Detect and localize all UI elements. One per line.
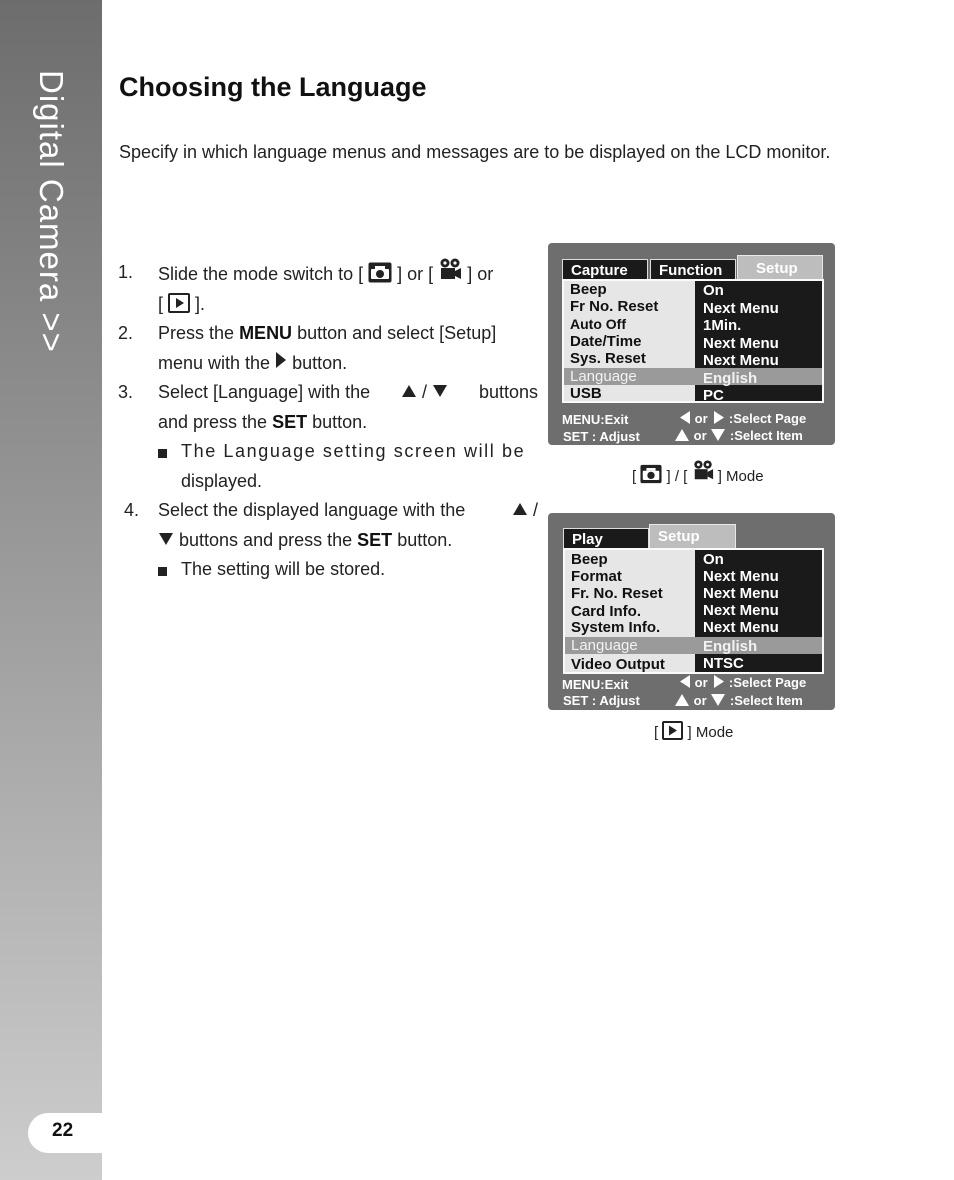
menu-button-label: MENU [239,323,293,343]
caption-text: ] Mode [717,468,764,485]
step-text: and press the [158,411,268,432]
tab-setup: Setup [737,255,823,280]
menu-value: Next Menu [703,585,779,602]
menu-item-language[interactable]: Language [571,637,638,654]
step-text: button. [312,411,368,432]
step-number: 3. [118,382,134,402]
lcd-setup-menu-capture-mode [548,243,835,445]
footer-set-adjust: SET : Adjust [563,693,640,708]
menu-item-date-time: Date/Time [570,333,642,350]
menu-item-usb: USB [570,385,602,402]
footer-or: or [693,693,707,708]
menu-value: NTSC [703,655,744,672]
lcd-setup-menu-play-mode [548,513,835,710]
camera-icon [368,262,392,283]
menu-value: On [703,551,724,568]
play-mode-icon [662,721,683,740]
tab-play: Play [563,528,649,550]
menu-item-language[interactable]: Language [570,368,637,385]
step-text: Select [Language] with the [158,382,371,402]
menu-value-selected[interactable]: English [703,370,758,387]
up-arrow-icon [674,694,690,706]
separator: / [532,500,538,520]
step-4 [118,496,538,555]
down-arrow-icon [158,532,174,546]
page-title: Choosing the Language [119,72,427,102]
up-arrow-icon [674,429,690,441]
menu-value: On [703,282,724,299]
up-arrow-icon [512,502,528,516]
set-button-label: SET [272,411,308,432]
right-arrow-icon [711,675,725,688]
menu-value: Next Menu [703,602,779,619]
step-text: buttons and press the [179,529,353,550]
up-arrow-icon [401,384,417,398]
step-number: 4. [124,500,140,520]
step-text: Select the displayed language with the [158,500,466,520]
menu-item-card-info: Card Info. [571,603,641,620]
footer-page-label: :Select Page [728,675,807,690]
menu-item-fr-no-reset: Fr No. Reset [570,298,659,315]
tab-capture: Capture [562,259,648,281]
menu-item-format: Format [571,568,622,585]
footer-or: or [694,675,708,690]
menu-value: PC [703,387,724,404]
caption-text: [ [654,724,659,741]
menu-value-selected[interactable]: English [703,638,758,655]
footer-select-item [674,693,803,708]
tab-setup: Setup [649,524,736,549]
play-mode-icon [168,293,190,313]
footer-select-page [679,675,806,690]
step-text: Slide the mode switch to [ [158,264,364,284]
menu-item-video-output: Video Output [571,656,665,673]
menu-item-beep: Beep [571,551,608,568]
step-1 [118,258,538,319]
left-arrow-icon [679,411,691,424]
menu-value: Next Menu [703,619,779,636]
step-text: menu with the [158,352,271,373]
right-arrow-icon [711,411,725,424]
section-title-vertical: Digital Camera >> [33,70,70,353]
caption-screen-1 [632,459,764,485]
menu-item-fr-no-reset: Fr. No. Reset [571,585,663,602]
menu-item-sys-reset: Sys. Reset [570,350,646,367]
menu-value: 1Min. [703,317,742,334]
movie-camera-icon [692,459,714,483]
note-text: The Language setting screen will be [181,441,526,461]
step-text: buttons [478,382,538,402]
steps-list [118,258,538,585]
step-3-note [118,437,538,496]
bullet-square-icon [158,449,167,458]
step-3 [118,378,538,437]
menu-panel [563,548,824,674]
step-text: [ [158,293,164,314]
caption-text: ] Mode [687,724,734,741]
footer-item-label: :Select Item [729,428,803,443]
movie-camera-icon [438,258,462,282]
tab-function: Function [650,259,736,281]
note-text: The setting will be stored. [181,559,386,579]
footer-item-label: :Select Item [729,693,803,708]
step-text: ]. [195,293,206,314]
step-4-note [118,555,538,585]
step-text: ] or [ [397,264,434,284]
footer-or: or [694,411,708,426]
step-text: button. [292,352,348,373]
down-arrow-icon [710,429,726,441]
menu-item-system-info: System Info. [571,619,661,636]
footer-select-page [679,411,806,426]
menu-item-auto-off: Auto Off [570,316,626,332]
note-text: displayed. [181,470,263,491]
step-2 [118,319,538,378]
down-arrow-icon [710,694,726,706]
separator: / [422,382,428,402]
step-text: ] or [467,264,494,284]
caption-screen-2 [654,721,733,741]
menu-value: Next Menu [703,352,779,369]
menu-panel [562,279,824,403]
footer-or: or [693,428,707,443]
footer-set-adjust: SET : Adjust [563,429,640,444]
down-arrow-icon [432,384,448,398]
footer-menu-exit: MENU:Exit [562,412,629,427]
step-number: 1. [118,262,134,282]
step-text: button and select [Setup] [297,323,497,343]
footer-menu-exit: MENU:Exit [562,677,629,692]
page-number: 22 [52,1120,74,1141]
menu-item-beep: Beep [570,281,607,298]
menu-value: Next Menu [703,300,779,317]
menu-value: Next Menu [703,568,779,585]
camera-icon [640,464,662,484]
step-text: button. [397,529,453,550]
step-number: 2. [118,323,134,343]
bullet-square-icon [158,567,167,576]
step-text: Press the [158,323,235,343]
footer-page-label: :Select Page [728,411,807,426]
caption-text: [ [632,468,637,485]
footer-select-item [674,428,803,443]
left-arrow-icon [679,675,691,688]
caption-text: ] / [ [666,468,688,485]
intro-paragraph: Specify in which language menus and messages are to be displayed on the LCD monitor. [119,142,831,162]
menu-value: Next Menu [703,335,779,352]
right-arrow-icon [275,351,287,369]
set-button-label: SET [357,529,393,550]
